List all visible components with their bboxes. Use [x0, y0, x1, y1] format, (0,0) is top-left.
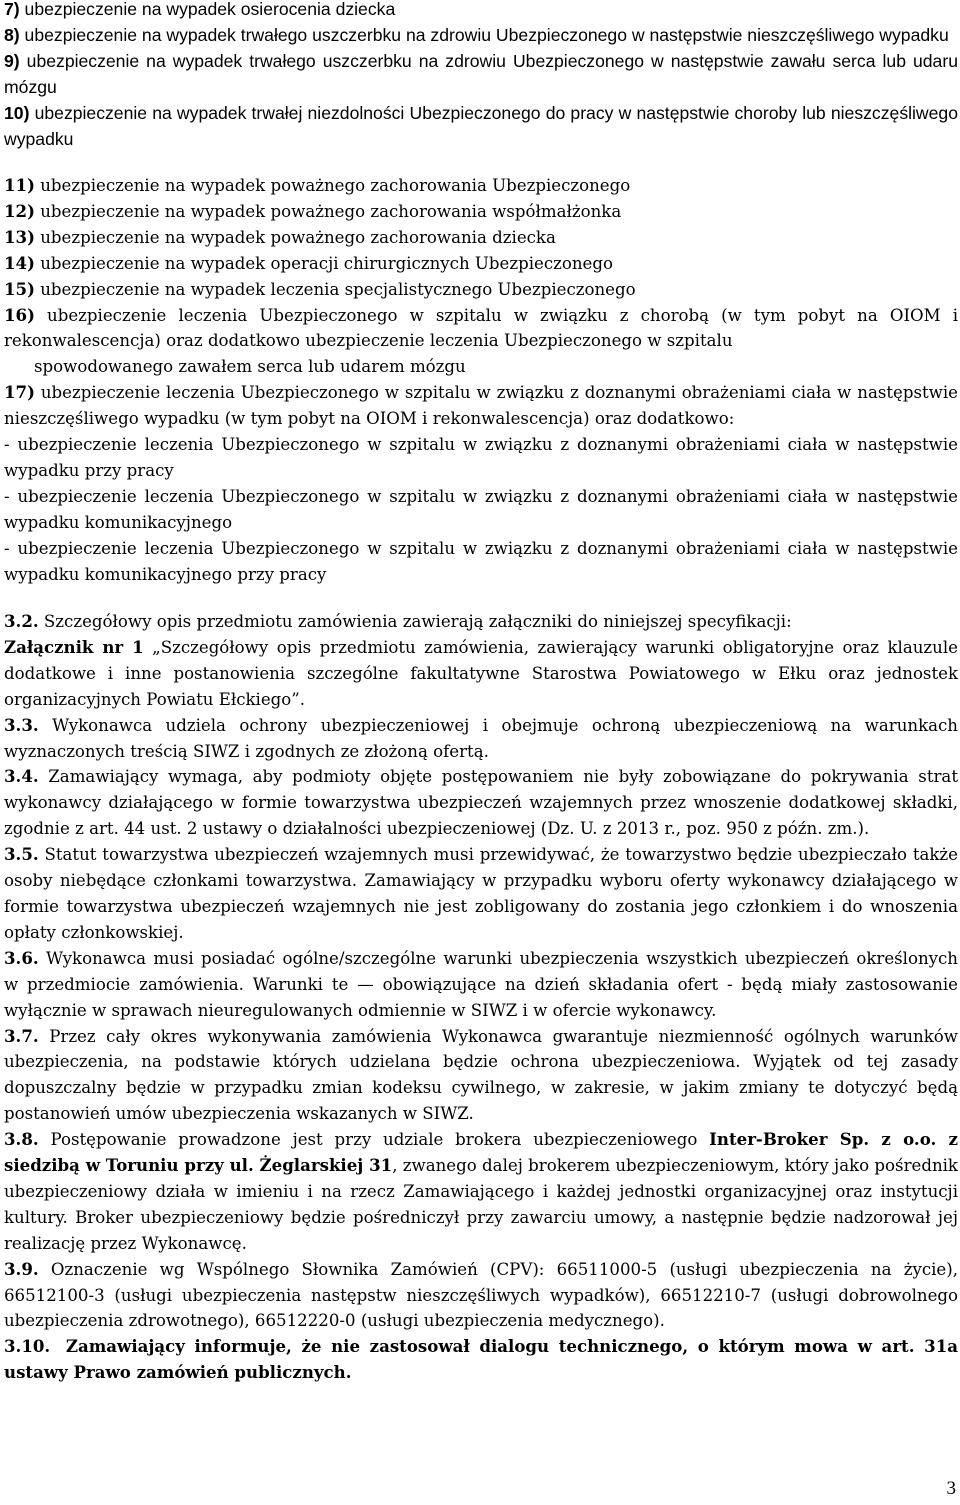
section-3-9: 3.9. Oznaczenie wg Wspólnego Słownika Zamówień (CPV): 66511000-5 (usługi ubezpieczenia na życie), 66512100-3 (usługi ubezpieczenia następstw nieszczęśliwych wypadków), 66512210-7 (usługi dobrowolnego ubezpieczenia zdrowotnego), 66512220-0 (usługi ubezpieczenia medycznego).: [4, 1258, 958, 1331]
section-3-3: 3.3. Wykonawca udziela ochrony ubezpieczeniowej i obejmuje ochroną ubezpieczeniową na warunkach wyznaczonych treścią SIWZ i zgodnych ze złożoną ofertą.: [4, 714, 958, 761]
section-3-6: 3.6. Wykonawca musi posiadać ogólne/szczególne warunki ubezpieczenia wszystkich ubezpieczeń określonych w przedmiocie zamówienia. Warunki te — obowiązujące na dzień składania ofert - będą miały zastosowanie wyłącznie w sprawach nieuregulowanych odmiennie w SIWZ i w ofercie wykonawcy.: [4, 947, 958, 1020]
item-14: 14) ubezpieczenie na wypadek operacji chirurgicznych Ubezpieczonego: [4, 252, 613, 273]
section-3-7: 3.7. Przez cały okres wykonywania zamówienia Wykonawca gwarantuje niezmienność ogólnych warunków ubezpieczenia, na podstawie których udzielana będzie ochrona ubezpieczeniowa. Wyjątek od tej zasady dopuszczalny będzie w przypadku zmian kodeksu cywilnego, w zakresie, w jakim zmiany te dotyczyć będą postanowień umów ubezpieczenia wskazanych w SIWZ.: [4, 1025, 958, 1124]
item-12: 12) ubezpieczenie na wypadek poważnego zachorowania współmałżonka: [4, 200, 622, 221]
section-3-2: 3.2. Szczegółowy opis przedmiotu zamówienia zawierają załączniki do niniejszej specyfikacji:: [4, 611, 792, 631]
item-16: 16) ubezpieczenie leczenia Ubezpieczonego w szpitalu w związku z chorobą (w tym pobyt na OIOM i rekonwalescencja) oraz dodatkowo ubezpieczenie leczenia Ubezpieczonego w szpitalu: [4, 304, 958, 351]
item-11: 11) ubezpieczenie na wypadek poważnego zachorowania Ubezpieczonego: [4, 175, 631, 195]
page-number: 3: [946, 1478, 956, 1499]
section-3-4: 3.4. Zamawiający wymaga, aby podmioty objęte postępowaniem nie były zobowiązane do pokrywania strat wykonawcy działającego w formie towarzystwa ubezpieczeń wzajemnych przez wnoszenie dodatkowej składki, zgodnie z art. 44 ust. 2 ustawy o działalności ubezpieczeniowej (Dz. U. z 2013 r., poz. 950 z późn. zm.).: [4, 766, 958, 839]
items-7-10: [4, 0, 958, 152]
item-17-sub-1: - ubezpieczenie leczenia Ubezpieczonego w szpitalu w związku z doznanymi obrażeniami ciała w następstwie wypadku przy pracy: [4, 435, 958, 480]
item-17-sub-2: - ubezpieczenie leczenia Ubezpieczonego w szpitalu w związku z doznanymi obrażeniami ciała w następstwie wypadku komunikacyjnego: [4, 486, 958, 532]
items-11-17: [4, 173, 958, 588]
item-9: 9) ubezpieczenie na wypadek trwałego uszczerbku na zdrowiu Ubezpieczonego w następstwie zawału serca lub udaru mózgu: [4, 51, 958, 97]
section-3-5: 3.5. Statut towarzystwa ubezpieczeń wzajemnych musi przewidywać, że towarzystwo będzie ubezpieczało także osoby niebędące członkami towarzystwa. Zamawiający w przypadku wyboru oferty wykonawcy działającego w formie towarzystwa ubezpieczeń wzajemnych nie jest zobligowany do zostania jego członkiem i do wnoszenia opłaty członkowskiej.: [4, 844, 958, 942]
item-16-cont: spowodowanego zawałem serca lub udarem mózgu: [34, 357, 466, 377]
item-8: 8) ubezpieczenie na wypadek trwałego uszczerbku na zdrowiu Ubezpieczonego w następstwie nieszczęśliwego wypadku: [4, 25, 949, 45]
item-13: 13) ubezpieczenie na wypadek poważnego zachorowania dziecka: [4, 226, 556, 247]
section-3-8: 3.8. Postępowanie prowadzone jest przy udziale brokera ubezpieczeniowego Inter-Broker Sp. z o.o. z siedzibą w Toruniu przy ul. Żeglarskiej 31, zwanego dalej brokerem ubezpieczeniowym, który jako pośrednik ubezpieczeniowy działa w imieniu i na rzecz Zamawiającego i każdej jednostki organizacyjnej oraz instytucji kultury. Broker ubezpieczeniowy będzie pośredniczył przy zawarciu umowy, a następnie będzie nadzorował jej realizację przez Wykonawcę.: [4, 1129, 958, 1253]
item-7: 7) ubezpieczenie na wypadek osierocenia dziecka: [4, 0, 396, 19]
section-3-10: 3.10. Zamawiający informuje, że nie zastosował dialogu technicznego, o którym mowa w art. 31a ustawy Prawo zamówień publicznych.: [4, 1336, 958, 1383]
section-3-2-attachment: Załącznik nr 1 „Szczegółowy opis przedmiotu zamówienia, zawierający warunki obligatoryjne oraz klauzule dodatkowe i inne postanowienia szczególne fakultatywne Starostwa Powiatowego w Ełku oraz jednostek organizacyjnych Powiatu Ełckiego”.: [4, 636, 958, 709]
sections: [4, 609, 958, 1386]
item-17-sub-3: - ubezpieczenie leczenia Ubezpieczonego w szpitalu w związku z doznanymi obrażeniami ciała w następstwie wypadku komunikacyjnego przy pracy: [4, 538, 958, 584]
item-17: 17) ubezpieczenie leczenia Ubezpieczonego w szpitalu w związku z doznanymi obrażeniami ciała w następstwie nieszczęśliwego wypadku (w tym pobyt na OIOM i rekonwalescencja) oraz dodatkowo:: [4, 382, 958, 429]
item-15: 15) ubezpieczenie na wypadek leczenia specjalistycznego Ubezpieczonego: [4, 278, 636, 299]
item-10: 10) ubezpieczenie na wypadek trwałej niezdolności Ubezpieczonego do pracy w następstwie choroby lub nieszczęśliwego wypadku: [4, 103, 958, 149]
